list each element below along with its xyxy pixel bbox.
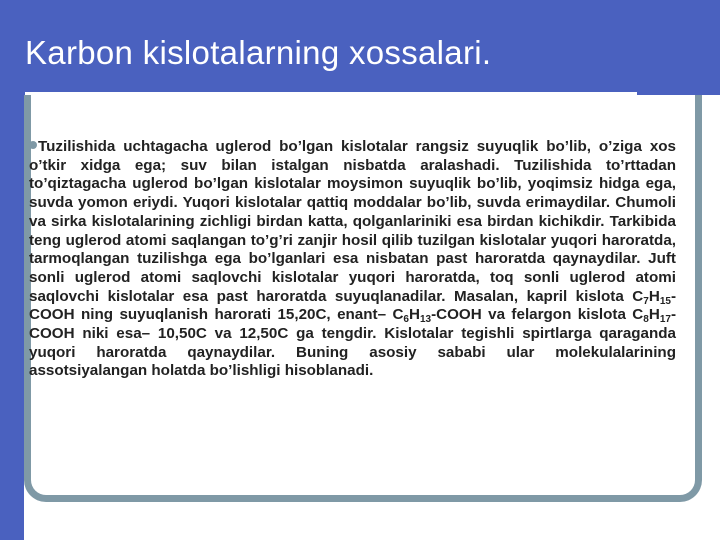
bullet-icon	[29, 141, 37, 149]
body-text-segment: -COOH ning suyuqlanish harorati 15,20C, enant– C	[29, 287, 676, 324]
body-text-segment: -COOH va felargon kislota C	[431, 306, 644, 324]
subscript: 6	[403, 314, 409, 326]
subscript: 13	[419, 314, 432, 326]
subscript: 17	[659, 314, 671, 326]
body-paragraph	[29, 138, 676, 381]
body-text-segment: H	[648, 306, 660, 324]
subscript: 8	[643, 314, 649, 326]
body-text-segment: Tuzilishida uchtagacha uglerod bo’lgan kislotalar rangsiz suyuqlik bo’lib, o’ziga xos o’tkir xidga ega; suv bilan istalgan nisbatda aralashadi. Tuzilishida to’rttadan to’qiztagacha uglerod bo’lgan kislotalar moysimon suyuqlik bo’lib, yoqimsiz hidga ega, suvda yomon eriydi. Yuqori kislotalar qattiq moddalar bo’lib, suvda erimaydilar. Chumoli va sirka kislotalarining zichligi birdan katta, qolganlariniki esa birdan kichikdir. Tarkibida teng uglerod atomi saqlangan to’g’ri zanjir hosil qilib tuzilgan kislotalar yuqori haroratda, tarmoqlangan tuzilishga ega bo’lganlari esa nisbatan past haroratda qaynaydilar. Juft sonli uglerod atomi saqlovchi kislotalar yuqori haroratda, toq sonli uglerod atomi saqlovchi kislotalar esa past haroratda suyuqlanadilar. Masalan, kapril kislota C	[29, 138, 676, 305]
body-text-segment: H	[408, 306, 420, 324]
body-text-segment: -COOH niki esa– 10,50C va 12,50C ga tengdir. Kislotalar tegishli spirtlarga qaraganda yuqori haroratda qaynaydilar. Buning asosiy sababi ular molekulalarining assotsiyalangan holatda bo’lishligi hisoblanadi.	[29, 306, 676, 380]
body-text-segment: H	[648, 287, 660, 305]
slide-title: Karbon kislotalarning xossalari.	[25, 34, 492, 71]
subscript: 15	[659, 295, 671, 307]
title-underline	[25, 92, 637, 95]
subscript: 7	[643, 295, 649, 307]
left-accent-band	[0, 95, 24, 540]
